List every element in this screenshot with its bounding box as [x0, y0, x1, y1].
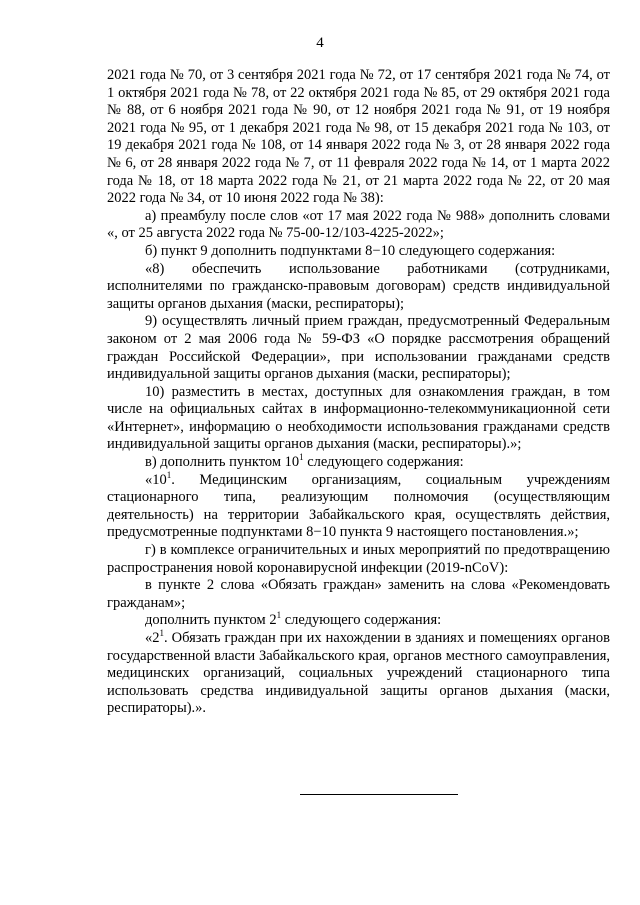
paragraph-subpoint-10: 10) разместить в местах, доступных для ознакомления граждан, в том числе на официальных сайтах в информационно-телекоммуникационной сети «Интернет», информацию о необходимости использования гражданами средств индивидуальной защиты органов дыхания (маски, респираторы).»;	[107, 383, 610, 453]
end-separator-line	[300, 794, 458, 795]
paragraph-text: «2	[145, 630, 160, 646]
paragraph-point2-replace: в пункте 2 слова «Обязать граждан» заменить на слова «Рекомендовать гражданам»;	[107, 577, 610, 611]
page-number: 4	[316, 35, 324, 51]
superscript: 1	[299, 452, 304, 463]
paragraph-amendments-list: 2021 года № 70, от 3 сентября 2021 года № 72, от 17 сентября 2021 года № 74, от 1 октября 2021 года № 78, от 22 октября 2021 года № 85, от 29 октября 2021 года № 88, от 6 ноября 2021 года № 90, от 12 ноября 2021 года № 91, от 19 ноября 2021 года № 95, от 1 декабря 2021 года № 98, от 15 декабря 2021 года № 103, от 19 декабря 2021 года № 108, от 14 января 2022 года № 3, от 28 января 2022 года № 6, от 28 января 2022 года № 7, от 11 февраля 2022 года № 14, от 1 марта 2022 года № 18, от 18 марта 2022 года № 21, от 21 марта 2022 года № 22, от 20 мая 2022 года № 34, от 10 июня 2022 года № 38):	[107, 67, 610, 207]
paragraph-point-2-1	[107, 630, 610, 718]
superscript: 1	[166, 469, 172, 480]
paragraph-text: . Медицинским организациям, социальным учреждениям стационарного типа, реализующим полномочия (осуществляющим деятельность) на территории Забайкальского края, осуществлять действия, предусмотренные подпунктами 8−10 пункта 9 настоящего постановления.»;	[107, 471, 610, 541]
paragraph-b-point9: б) пункт 9 дополнить подпунктами 8−10 следующего содержания:	[145, 242, 556, 259]
paragraph-text: следующего содержания:	[303, 454, 464, 471]
paragraph-text: следующего содержания:	[281, 612, 442, 629]
paragraph-subpoint-9: 9) осуществлять личный прием граждан, предусмотренный Федеральным законом от 2 мая 2006 года № 59-ФЗ «О порядке рассмотрения обращений граждан Российской Федерации», при использовании гражданами средств индивидуальной защиты органов дыхания (маски, респираторы);	[107, 313, 610, 383]
paragraph-g-measures: г) в комплексе ограничительных и иных мероприятий по предотвращению распространения новой коронавирусной инфекции (2019-nCoV):	[107, 542, 610, 576]
paragraph-a-preamble: а) преамбулу после слов «от 17 мая 2022 года № 988» дополнить словами «, от 25 августа 2022 года № 75-00-12/103-4225-2022»;	[107, 207, 610, 242]
paragraph-c-add-point	[107, 454, 610, 472]
document-body	[107, 67, 610, 718]
paragraph-text: . Обязать граждан при их нахождении в зданиях и помещениях органов государственной власти Забайкальского края, органов местного самоуправления, медицинских организаций, социальных учреждений стационарного типа использовать средства индивидуальной защиты органов дыхания (маски, респираторы).».	[107, 630, 610, 717]
paragraph-point-10-1	[107, 469, 610, 542]
superscript: 1	[159, 628, 164, 638]
paragraph-text: дополнить пунктом 2	[145, 612, 277, 629]
superscript: 1	[276, 610, 282, 621]
paragraph-text: «10	[145, 471, 167, 488]
paragraph-subpoint-8: «8) обеспечить использование работниками (сотрудниками, исполнителями по гражданско-правовым договорам) средств индивидуальной защиты органов дыхания (маски, респираторы);	[107, 260, 610, 312]
paragraph-text: в) дополнить пунктом 10	[145, 454, 300, 471]
paragraph-add-point-2-1	[107, 612, 610, 630]
